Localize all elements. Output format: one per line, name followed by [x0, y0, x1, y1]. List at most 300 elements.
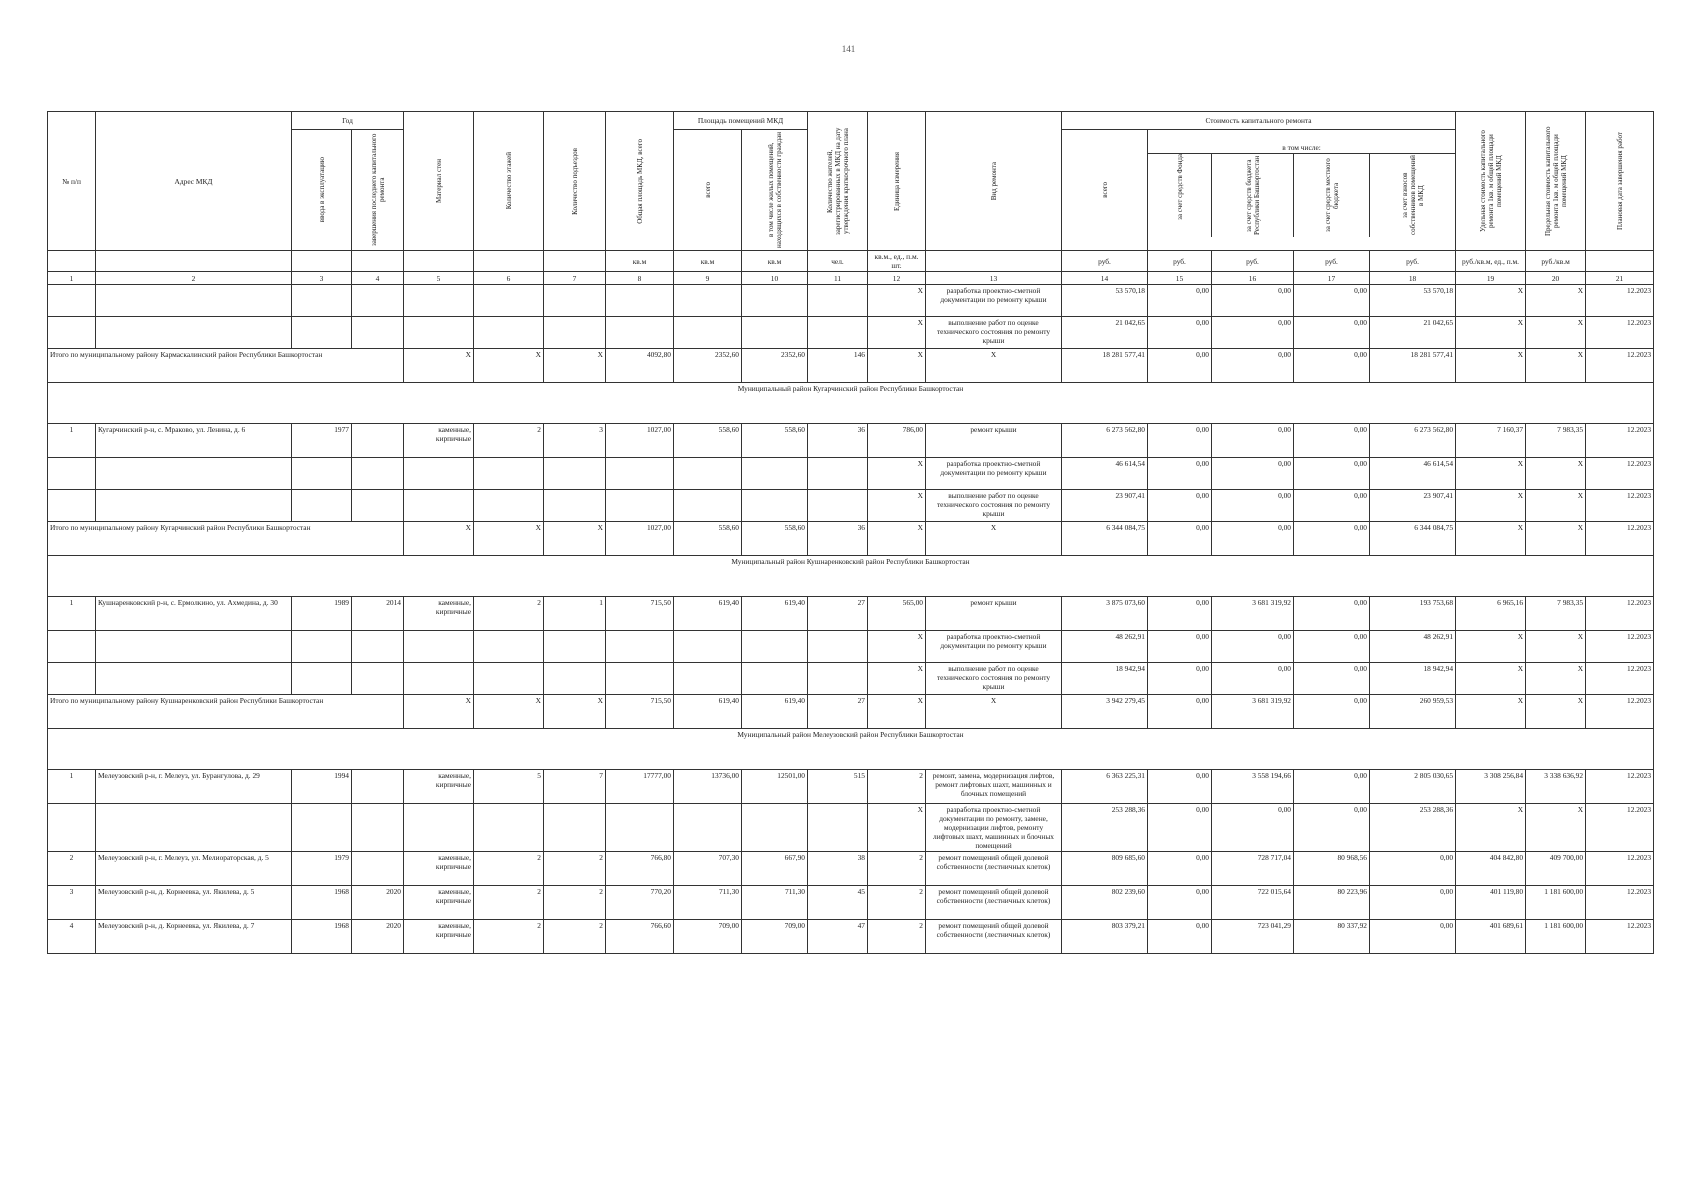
section-row [48, 729, 1654, 770]
table-cell: 12.2023 [1586, 597, 1654, 631]
table-cell: 1968 [292, 920, 352, 954]
table-cell: 6 344 084,75 [1062, 522, 1148, 556]
column-number-cell: 11 [808, 272, 868, 285]
table-cell: 1977 [292, 424, 352, 458]
table-cell [544, 490, 606, 522]
table-cell: 2 [474, 886, 544, 920]
table-cell: X [1456, 349, 1526, 383]
table-cell: 146 [808, 349, 868, 383]
table-cell: 2 [474, 852, 544, 886]
table-cell: 7 160,37 [1456, 424, 1526, 458]
table-cell: каменные, кирпичные [404, 852, 474, 886]
table-cell: 17777,00 [606, 770, 674, 804]
table-cell: 1 [48, 424, 96, 458]
table-cell [352, 663, 404, 695]
table-row [48, 458, 1654, 490]
column-number-cell: 15 [1148, 272, 1212, 285]
table-cell: 7 983,35 [1526, 424, 1586, 458]
table-cell [404, 663, 474, 695]
hdr-year: Год [292, 112, 404, 130]
table-cell: 0,00 [1148, 886, 1212, 920]
table-cell: 12.2023 [1586, 886, 1654, 920]
table-cell: 0,00 [1212, 804, 1294, 852]
table-cell: X [544, 695, 606, 729]
section-row [48, 383, 1654, 424]
table-cell: 18 942,94 [1062, 663, 1148, 695]
column-number-cell: 6 [474, 272, 544, 285]
table-cell [352, 458, 404, 490]
table-cell: 0,00 [1294, 458, 1370, 490]
table-cell: X [868, 804, 926, 852]
table-cell: 6 273 562,80 [1370, 424, 1456, 458]
table-row [48, 597, 1654, 631]
table-cell: каменные, кирпичные [404, 597, 474, 631]
unit-cell [926, 251, 1062, 272]
table-cell [544, 317, 606, 349]
table-cell: 802 239,60 [1062, 886, 1148, 920]
hdr-premises-area: Площадь помещений МКД [674, 112, 808, 130]
table-cell: 12.2023 [1586, 490, 1654, 522]
total-label: Итого по муниципальному району Кугарчинский район Республики Башкортостан [48, 522, 404, 556]
table-cell: 723 041,29 [1212, 920, 1294, 954]
table-cell [606, 804, 674, 852]
table-cell: 722 015,64 [1212, 886, 1294, 920]
table-cell: 260 959,53 [1370, 695, 1456, 729]
table-cell: 2 [868, 852, 926, 886]
table-cell: 0,00 [1148, 458, 1212, 490]
table-cell [292, 490, 352, 522]
hdr-year-last-repair: завершения последнего капитального ремонта [369, 133, 386, 247]
table-cell: X [868, 631, 926, 663]
table-cell [352, 285, 404, 317]
table-cell [292, 804, 352, 852]
table-cell: 1027,00 [606, 522, 674, 556]
section-title: Муниципальный район Мелеузовский район Республики Башкортостан [48, 729, 1654, 770]
column-number-cell: 2 [96, 272, 292, 285]
hdr-total-area: Общая площадь МКД, всего [635, 138, 644, 224]
unit-cell: руб. [1148, 251, 1212, 272]
table-cell: X [1456, 522, 1526, 556]
table-cell: X [1456, 695, 1526, 729]
table-cell: 558,60 [674, 424, 742, 458]
table-cell: Мелеузовский р-н, г. Мелеуз, ул. Мелиораторская, д. 5 [96, 852, 292, 886]
table-cell: 2020 [352, 920, 404, 954]
table-cell [352, 804, 404, 852]
table-cell: 12.2023 [1586, 663, 1654, 695]
unit-cell: руб. [1370, 251, 1456, 272]
hdr-cost-total: всего [1100, 182, 1109, 198]
table-cell: X [1456, 490, 1526, 522]
table-cell [292, 631, 352, 663]
table-cell: 3 [544, 424, 606, 458]
table-cell: X [1526, 663, 1586, 695]
table-cell: 401 689,61 [1456, 920, 1526, 954]
table-row [48, 920, 1654, 954]
hdr-floors: Количество этажей [504, 152, 513, 210]
table-cell: 1994 [292, 770, 352, 804]
table-cell [742, 285, 808, 317]
table-cell: 253 288,36 [1370, 804, 1456, 852]
table-cell: 0,00 [1148, 663, 1212, 695]
table-cell: 53 570,18 [1370, 285, 1456, 317]
total-label: Итого по муниципальному району Кармаскалинский район Республики Башкортостан [48, 349, 404, 383]
column-number-cell: 18 [1370, 272, 1456, 285]
table-cell: 619,40 [674, 597, 742, 631]
table-cell: 3 942 279,45 [1062, 695, 1148, 729]
column-number-cell: 17 [1294, 272, 1370, 285]
unit-cell: руб./кв.м, ед., п.м. [1456, 251, 1526, 272]
table-cell: 0,00 [1370, 920, 1456, 954]
hdr-planned-date: Плановая дата завершения работ [1615, 131, 1624, 231]
table-cell: 404 842,80 [1456, 852, 1526, 886]
table-cell [352, 490, 404, 522]
table-cell [404, 458, 474, 490]
table-cell [292, 663, 352, 695]
table-cell: 0,00 [1148, 920, 1212, 954]
table-cell [404, 631, 474, 663]
table-cell: X [868, 522, 926, 556]
table-row [48, 490, 1654, 522]
table-cell: 7 [544, 770, 606, 804]
total-row [48, 522, 1654, 556]
table-cell: 1989 [292, 597, 352, 631]
table-cell [674, 490, 742, 522]
table-cell: 0,00 [1294, 317, 1370, 349]
unit-cell: чел. [808, 251, 868, 272]
table-cell [48, 458, 96, 490]
table-cell: X [1456, 458, 1526, 490]
table-cell: ремонт крыши [926, 424, 1062, 458]
table-cell: 12.2023 [1586, 317, 1654, 349]
table-cell [292, 317, 352, 349]
table-cell: выполнение работ по оценке технического состояния по ремонту крыши [926, 490, 1062, 522]
table-cell: 3 308 256,84 [1456, 770, 1526, 804]
table-cell: 27 [808, 695, 868, 729]
table-cell: Мелеузовский р-н, д. Корнеевка, ул. Якилева, д. 7 [96, 920, 292, 954]
table-cell: ремонт крыши [926, 597, 1062, 631]
unit-cell [48, 251, 96, 272]
table-cell: 27 [808, 597, 868, 631]
table-cell: 715,50 [606, 695, 674, 729]
table-cell [606, 285, 674, 317]
table-cell [742, 458, 808, 490]
table-cell: ремонт помещений общей долевой собственности (лестничных клеток) [926, 852, 1062, 886]
table-row [48, 285, 1654, 317]
table-cell: 3 558 194,66 [1212, 770, 1294, 804]
table-cell: 21 042,65 [1370, 317, 1456, 349]
table-cell [96, 663, 292, 695]
table-cell [606, 663, 674, 695]
unit-cell [292, 251, 352, 272]
section-title: Муниципальный район Кушнаренковский район Республики Башкортостан [48, 556, 1654, 597]
table-row [48, 317, 1654, 349]
table-cell: 786,00 [868, 424, 926, 458]
table-cell: 709,00 [674, 920, 742, 954]
table-cell: 707,30 [674, 852, 742, 886]
table-cell: 2 [474, 597, 544, 631]
table-cell: Кушнаренковский р-н, с. Ермолкино, ул. Ахмедина, д. 30 [96, 597, 292, 631]
table-cell: 12501,00 [742, 770, 808, 804]
table-cell: 0,00 [1148, 349, 1212, 383]
table-row [48, 631, 1654, 663]
table-cell [742, 663, 808, 695]
table-cell: 18 281 577,41 [1062, 349, 1148, 383]
table-cell [474, 663, 544, 695]
table-cell: 715,50 [606, 597, 674, 631]
table-cell: X [474, 349, 544, 383]
table-cell [544, 663, 606, 695]
section-title: Муниципальный район Кугарчинский район Республики Башкортостан [48, 383, 1654, 424]
hdr-unit: Единица измерения [892, 151, 901, 211]
unit-cell: кв.м., ед., п.м. шт. [868, 251, 926, 272]
table-cell: 766,80 [606, 852, 674, 886]
table-cell: 38 [808, 852, 868, 886]
unit-cell [474, 251, 544, 272]
table-cell: 12.2023 [1586, 522, 1654, 556]
column-number-cell: 9 [674, 272, 742, 285]
table-cell [48, 285, 96, 317]
table-cell: 558,60 [742, 522, 808, 556]
unit-cell [404, 251, 474, 272]
table-cell: X [544, 522, 606, 556]
unit-cell [96, 251, 292, 272]
table-cell [808, 458, 868, 490]
table-cell [674, 317, 742, 349]
table-cell: 2352,60 [742, 349, 808, 383]
hdr-wall-material: Материал стен [434, 159, 443, 203]
table-cell: выполнение работ по оценке технического состояния по ремонту крыши [926, 663, 1062, 695]
table-cell: 0,00 [1148, 424, 1212, 458]
table-cell [96, 285, 292, 317]
table-row [48, 424, 1654, 458]
table-cell: 2 805 030,65 [1370, 770, 1456, 804]
unit-cell: руб./кв.м [1526, 251, 1586, 272]
table-cell: 0,00 [1148, 522, 1212, 556]
table-cell: 1 181 600,00 [1526, 886, 1586, 920]
table-cell: Кугарчинский р-н, с. Мраково, ул. Ленина, д. 6 [96, 424, 292, 458]
table-cell: 558,60 [674, 522, 742, 556]
table-cell [474, 804, 544, 852]
table-cell: каменные, кирпичные [404, 770, 474, 804]
table-cell [404, 285, 474, 317]
table-cell: X [1526, 804, 1586, 852]
table-cell: 46 614,54 [1370, 458, 1456, 490]
table-cell: X [474, 522, 544, 556]
table-cell: 53 570,18 [1062, 285, 1148, 317]
table-cell [674, 285, 742, 317]
table-row [48, 852, 1654, 886]
table-cell: X [474, 695, 544, 729]
table-cell: 2 [48, 852, 96, 886]
table-cell: каменные, кирпичные [404, 424, 474, 458]
table-cell: 12.2023 [1586, 804, 1654, 852]
table-row [48, 663, 1654, 695]
table-cell: 0,00 [1148, 490, 1212, 522]
table-cell [606, 317, 674, 349]
table-cell: X [1456, 663, 1526, 695]
table-cell: 2352,60 [674, 349, 742, 383]
table-cell: 253 288,36 [1062, 804, 1148, 852]
column-number-cell: 16 [1212, 272, 1294, 285]
table-cell: 12.2023 [1586, 770, 1654, 804]
table-cell: 2 [474, 920, 544, 954]
table-cell: 12.2023 [1586, 852, 1654, 886]
table-cell [96, 804, 292, 852]
table-cell: 12.2023 [1586, 695, 1654, 729]
table-cell [808, 490, 868, 522]
table-cell: ремонт, замена, модернизация лифтов, ремонт лифтовых шахт, машинных и блочных помещений [926, 770, 1062, 804]
table-cell: X [1456, 804, 1526, 852]
table-cell [808, 631, 868, 663]
unit-cell: руб. [1294, 251, 1370, 272]
column-number-cell: 8 [606, 272, 674, 285]
table-cell: 80 337,92 [1294, 920, 1370, 954]
table-cell: 558,60 [742, 424, 808, 458]
table-cell: 0,00 [1294, 597, 1370, 631]
table-cell: 711,30 [674, 886, 742, 920]
table-cell: 193 753,68 [1370, 597, 1456, 631]
table-cell: 18 281 577,41 [1370, 349, 1456, 383]
table-cell: 48 262,91 [1370, 631, 1456, 663]
unit-cell: руб. [1062, 251, 1148, 272]
table-cell: 48 262,91 [1062, 631, 1148, 663]
table-cell: 0,00 [1148, 597, 1212, 631]
table-cell: 0,00 [1148, 695, 1212, 729]
hdr-max-cost: Предельная стоимость капитального ремонта 1кв. м общей площади помещений МКД [1543, 126, 1568, 236]
table-cell: 12.2023 [1586, 285, 1654, 317]
table-cell [808, 285, 868, 317]
table-cell [474, 285, 544, 317]
table-cell [808, 317, 868, 349]
table-cell: 409 700,00 [1526, 852, 1586, 886]
table-cell [606, 490, 674, 522]
table-cell: 6 363 225,31 [1062, 770, 1148, 804]
table-cell: 12.2023 [1586, 424, 1654, 458]
table-cell [544, 458, 606, 490]
table-cell: 0,00 [1148, 804, 1212, 852]
table-cell [352, 852, 404, 886]
table-cell [808, 663, 868, 695]
table-cell: 0,00 [1148, 285, 1212, 317]
table-cell: X [868, 490, 926, 522]
table-cell [606, 458, 674, 490]
table-cell: 2 [544, 920, 606, 954]
table-cell: ремонт помещений общей долевой собственности (лестничных клеток) [926, 886, 1062, 920]
hdr-work-type: Вид ремонта [989, 161, 998, 201]
unit-cell: руб. [1212, 251, 1294, 272]
column-number-cell: 14 [1062, 272, 1148, 285]
table-cell: X [404, 695, 474, 729]
table-cell [48, 804, 96, 852]
table-cell: 12.2023 [1586, 920, 1654, 954]
column-number-cell: 4 [352, 272, 404, 285]
capital-repair-table [47, 111, 1654, 954]
hdr-cost-owners: за счет взносов собственников помещений в МКД [1400, 155, 1425, 236]
section-row [48, 556, 1654, 597]
table-cell [48, 631, 96, 663]
table-cell: 770,20 [606, 886, 674, 920]
table-cell: 803 379,21 [1062, 920, 1148, 954]
table-cell: 0,00 [1148, 317, 1212, 349]
table-cell: 12.2023 [1586, 458, 1654, 490]
table-cell: 2014 [352, 597, 404, 631]
table-cell: 3 [48, 886, 96, 920]
hdr-premises-owned: в том числе жилых помещений, находящихся в собственности граждан [766, 132, 783, 248]
table-cell: каменные, кирпичные [404, 920, 474, 954]
table-cell [48, 490, 96, 522]
hdr-cost-group: Стоимость капитального ремонта [1062, 112, 1456, 130]
column-number-cell: 19 [1456, 272, 1526, 285]
table-cell: X [1456, 631, 1526, 663]
table-cell: 12.2023 [1586, 349, 1654, 383]
table-cell: 0,00 [1212, 631, 1294, 663]
table-cell: 3 875 073,60 [1062, 597, 1148, 631]
table-cell: 1968 [292, 886, 352, 920]
table-cell: 46 614,54 [1062, 458, 1148, 490]
table-cell: разработка проектно-сметной документации по ремонту крыши [926, 458, 1062, 490]
table-cell: 809 685,60 [1062, 852, 1148, 886]
table-cell: X [1456, 285, 1526, 317]
table-cell: 766,60 [606, 920, 674, 954]
table-cell: 0,00 [1212, 317, 1294, 349]
table-cell: 0,00 [1294, 349, 1370, 383]
table-cell: разработка проектно-сметной документации по ремонту крыши [926, 631, 1062, 663]
table-cell [808, 804, 868, 852]
table-cell: 6 273 562,80 [1062, 424, 1148, 458]
table-cell: 0,00 [1294, 631, 1370, 663]
table-cell [674, 804, 742, 852]
table-cell: X [1526, 317, 1586, 349]
table-cell [96, 458, 292, 490]
column-number-cell: 13 [926, 272, 1062, 285]
unit-cell: кв.м [742, 251, 808, 272]
table-cell: 1979 [292, 852, 352, 886]
hdr-premises-total: всего [703, 182, 712, 198]
table-cell: X [1526, 490, 1586, 522]
table-cell [48, 663, 96, 695]
table-cell: 0,00 [1294, 770, 1370, 804]
table-cell [96, 317, 292, 349]
table-cell: 0,00 [1294, 804, 1370, 852]
table-cell: 12.2023 [1586, 631, 1654, 663]
total-row [48, 349, 1654, 383]
table-cell: 0,00 [1212, 285, 1294, 317]
hdr-cost-local: за счет средств местного бюджета [1323, 158, 1340, 233]
table-cell: 0,00 [1148, 631, 1212, 663]
table-cell: 0,00 [1212, 458, 1294, 490]
table-cell: 2 [868, 886, 926, 920]
hdr-specific-cost: Удельная стоимость капитального ремонта 1кв. м общей площади помещений МКД [1478, 130, 1503, 232]
table-cell: 23 907,41 [1062, 490, 1148, 522]
table-cell: 515 [808, 770, 868, 804]
hdr-address: Адрес МКД [96, 112, 292, 251]
table-cell: 0,00 [1294, 522, 1370, 556]
table-cell [48, 317, 96, 349]
table-cell: 23 907,41 [1370, 490, 1456, 522]
table-cell: 1 181 600,00 [1526, 920, 1586, 954]
table-cell [742, 317, 808, 349]
table-cell [544, 804, 606, 852]
table-cell: 619,40 [742, 695, 808, 729]
table-cell [544, 285, 606, 317]
table-cell: 565,00 [868, 597, 926, 631]
table-cell [742, 490, 808, 522]
table-cell: 0,00 [1370, 852, 1456, 886]
table-cell [544, 631, 606, 663]
table-cell: 36 [808, 424, 868, 458]
table-cell: 80 968,56 [1294, 852, 1370, 886]
table-cell: 18 942,94 [1370, 663, 1456, 695]
